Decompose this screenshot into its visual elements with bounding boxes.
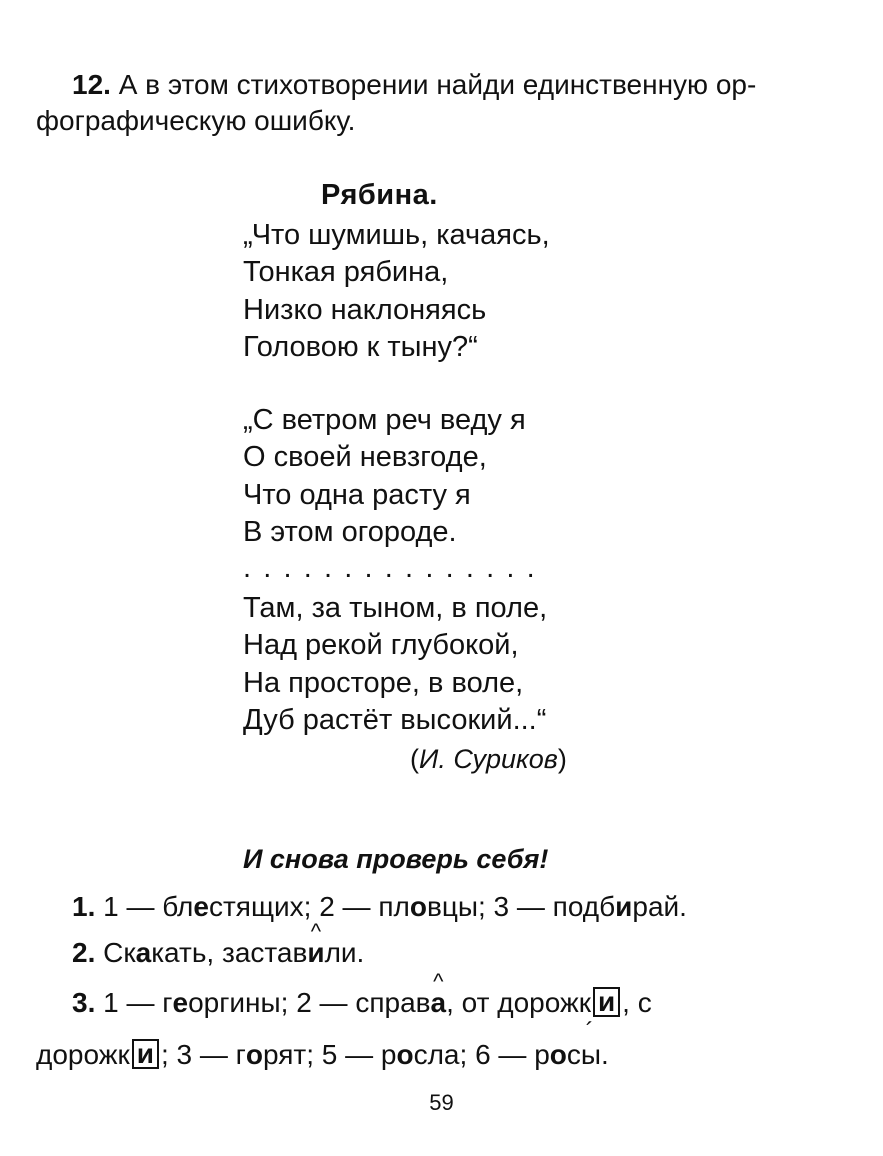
stress-mark: ´ — [585, 1018, 594, 1045]
boxed-letter: и — [132, 1039, 159, 1069]
task-instruction-line-1 — [0, 68, 883, 102]
poem-line: В этом огороде. — [243, 515, 457, 548]
answer-text: вцы; 3 — подб — [426, 891, 616, 922]
poem-line: Низко наклоняясь — [243, 293, 487, 326]
highlighted-letter-with-caret — [430, 969, 447, 1020]
answer-text: , с — [622, 987, 652, 1018]
author-name: И. Суриков — [419, 744, 558, 774]
answer-text: Ск — [95, 937, 136, 968]
answer-text: 1 — г — [95, 987, 173, 1018]
highlighted-letter: о — [396, 1039, 414, 1070]
highlighted-letter: и — [615, 891, 633, 922]
answer-text: рай. — [632, 891, 687, 922]
answer-text: стящих; 2 — пл — [208, 891, 410, 922]
boxed-letter: и — [593, 987, 620, 1017]
highlighted-letter: о — [409, 891, 427, 922]
answer-3 — [72, 969, 652, 1020]
highlighted-letter: и — [307, 937, 325, 968]
answer-text: , от дорожк — [446, 987, 591, 1018]
highlighted-letter: е — [193, 891, 209, 922]
answer-number: 1. — [72, 891, 96, 922]
answer-text: кать, застав — [151, 937, 308, 968]
poem-line: Что одна расту я — [243, 478, 471, 511]
answer-3-continued — [36, 1018, 609, 1072]
answer-text: сы — [566, 1039, 601, 1070]
poem-line: О своей невзгоде, — [243, 441, 487, 474]
answer-text: ; 3 — г — [160, 1039, 246, 1070]
task-number: 12. — [72, 69, 111, 100]
poem-line: Дуб растёт высокий...“ — [243, 703, 547, 736]
poem-author — [410, 742, 567, 776]
stressed-syllable — [566, 1018, 601, 1072]
answer-text: оргины; 2 — справ — [188, 987, 431, 1018]
caret-mark: ^ — [310, 919, 322, 944]
poem-line: Там, за тыном, в поле, — [243, 592, 548, 624]
poem-stanza-3 — [243, 590, 547, 739]
omission-dots: ............... — [243, 552, 547, 584]
answer-text: сла; 6 — р — [413, 1039, 550, 1070]
answer-text: рят; 5 — р — [262, 1039, 397, 1070]
caret-mark: ^ — [433, 969, 444, 994]
highlighted-letter: а — [430, 987, 447, 1018]
answer-text: 1 — бл — [95, 891, 194, 922]
highlighted-letter: о — [549, 1039, 567, 1070]
answer-text: ли. — [324, 937, 365, 968]
page-number: 59 — [429, 1090, 454, 1115]
answer-text: . — [601, 1039, 609, 1070]
answer-2 — [72, 919, 365, 970]
poem-line: На просторе, в воле, — [243, 666, 524, 699]
author-paren-open: ( — [410, 744, 419, 774]
poem-line: Головою к тыну?“ — [243, 330, 478, 363]
highlighted-letter: о — [245, 1039, 263, 1070]
highlighted-letter-with-caret — [307, 919, 325, 970]
highlighted-letter: е — [172, 987, 189, 1018]
answer-1 — [72, 890, 687, 924]
poem-stanza-1 — [243, 217, 550, 366]
author-paren-close: ) — [557, 744, 567, 774]
poem-line: „Что шумишь, качаясь, — [243, 219, 550, 251]
answer-text: дорожк — [36, 1039, 130, 1070]
poem-title: Рябина. — [321, 179, 438, 211]
highlighted-letter: а — [135, 937, 152, 968]
poem-stanza-2 — [243, 402, 526, 551]
poem-line: Тонкая рябина, — [243, 256, 449, 289]
task-text-1: А в этом стихотворении найди единственную ор- — [110, 69, 757, 100]
task-instruction-line-2: фографическую ошибку. — [36, 105, 356, 136]
answer-number: 3. — [72, 987, 96, 1018]
answers-heading: И снова проверь себя! — [243, 844, 549, 874]
poem-line: „С ветром реч веду я — [243, 404, 526, 436]
poem-line: Над рекой глубокой, — [243, 629, 519, 662]
answer-number: 2. — [72, 937, 96, 968]
